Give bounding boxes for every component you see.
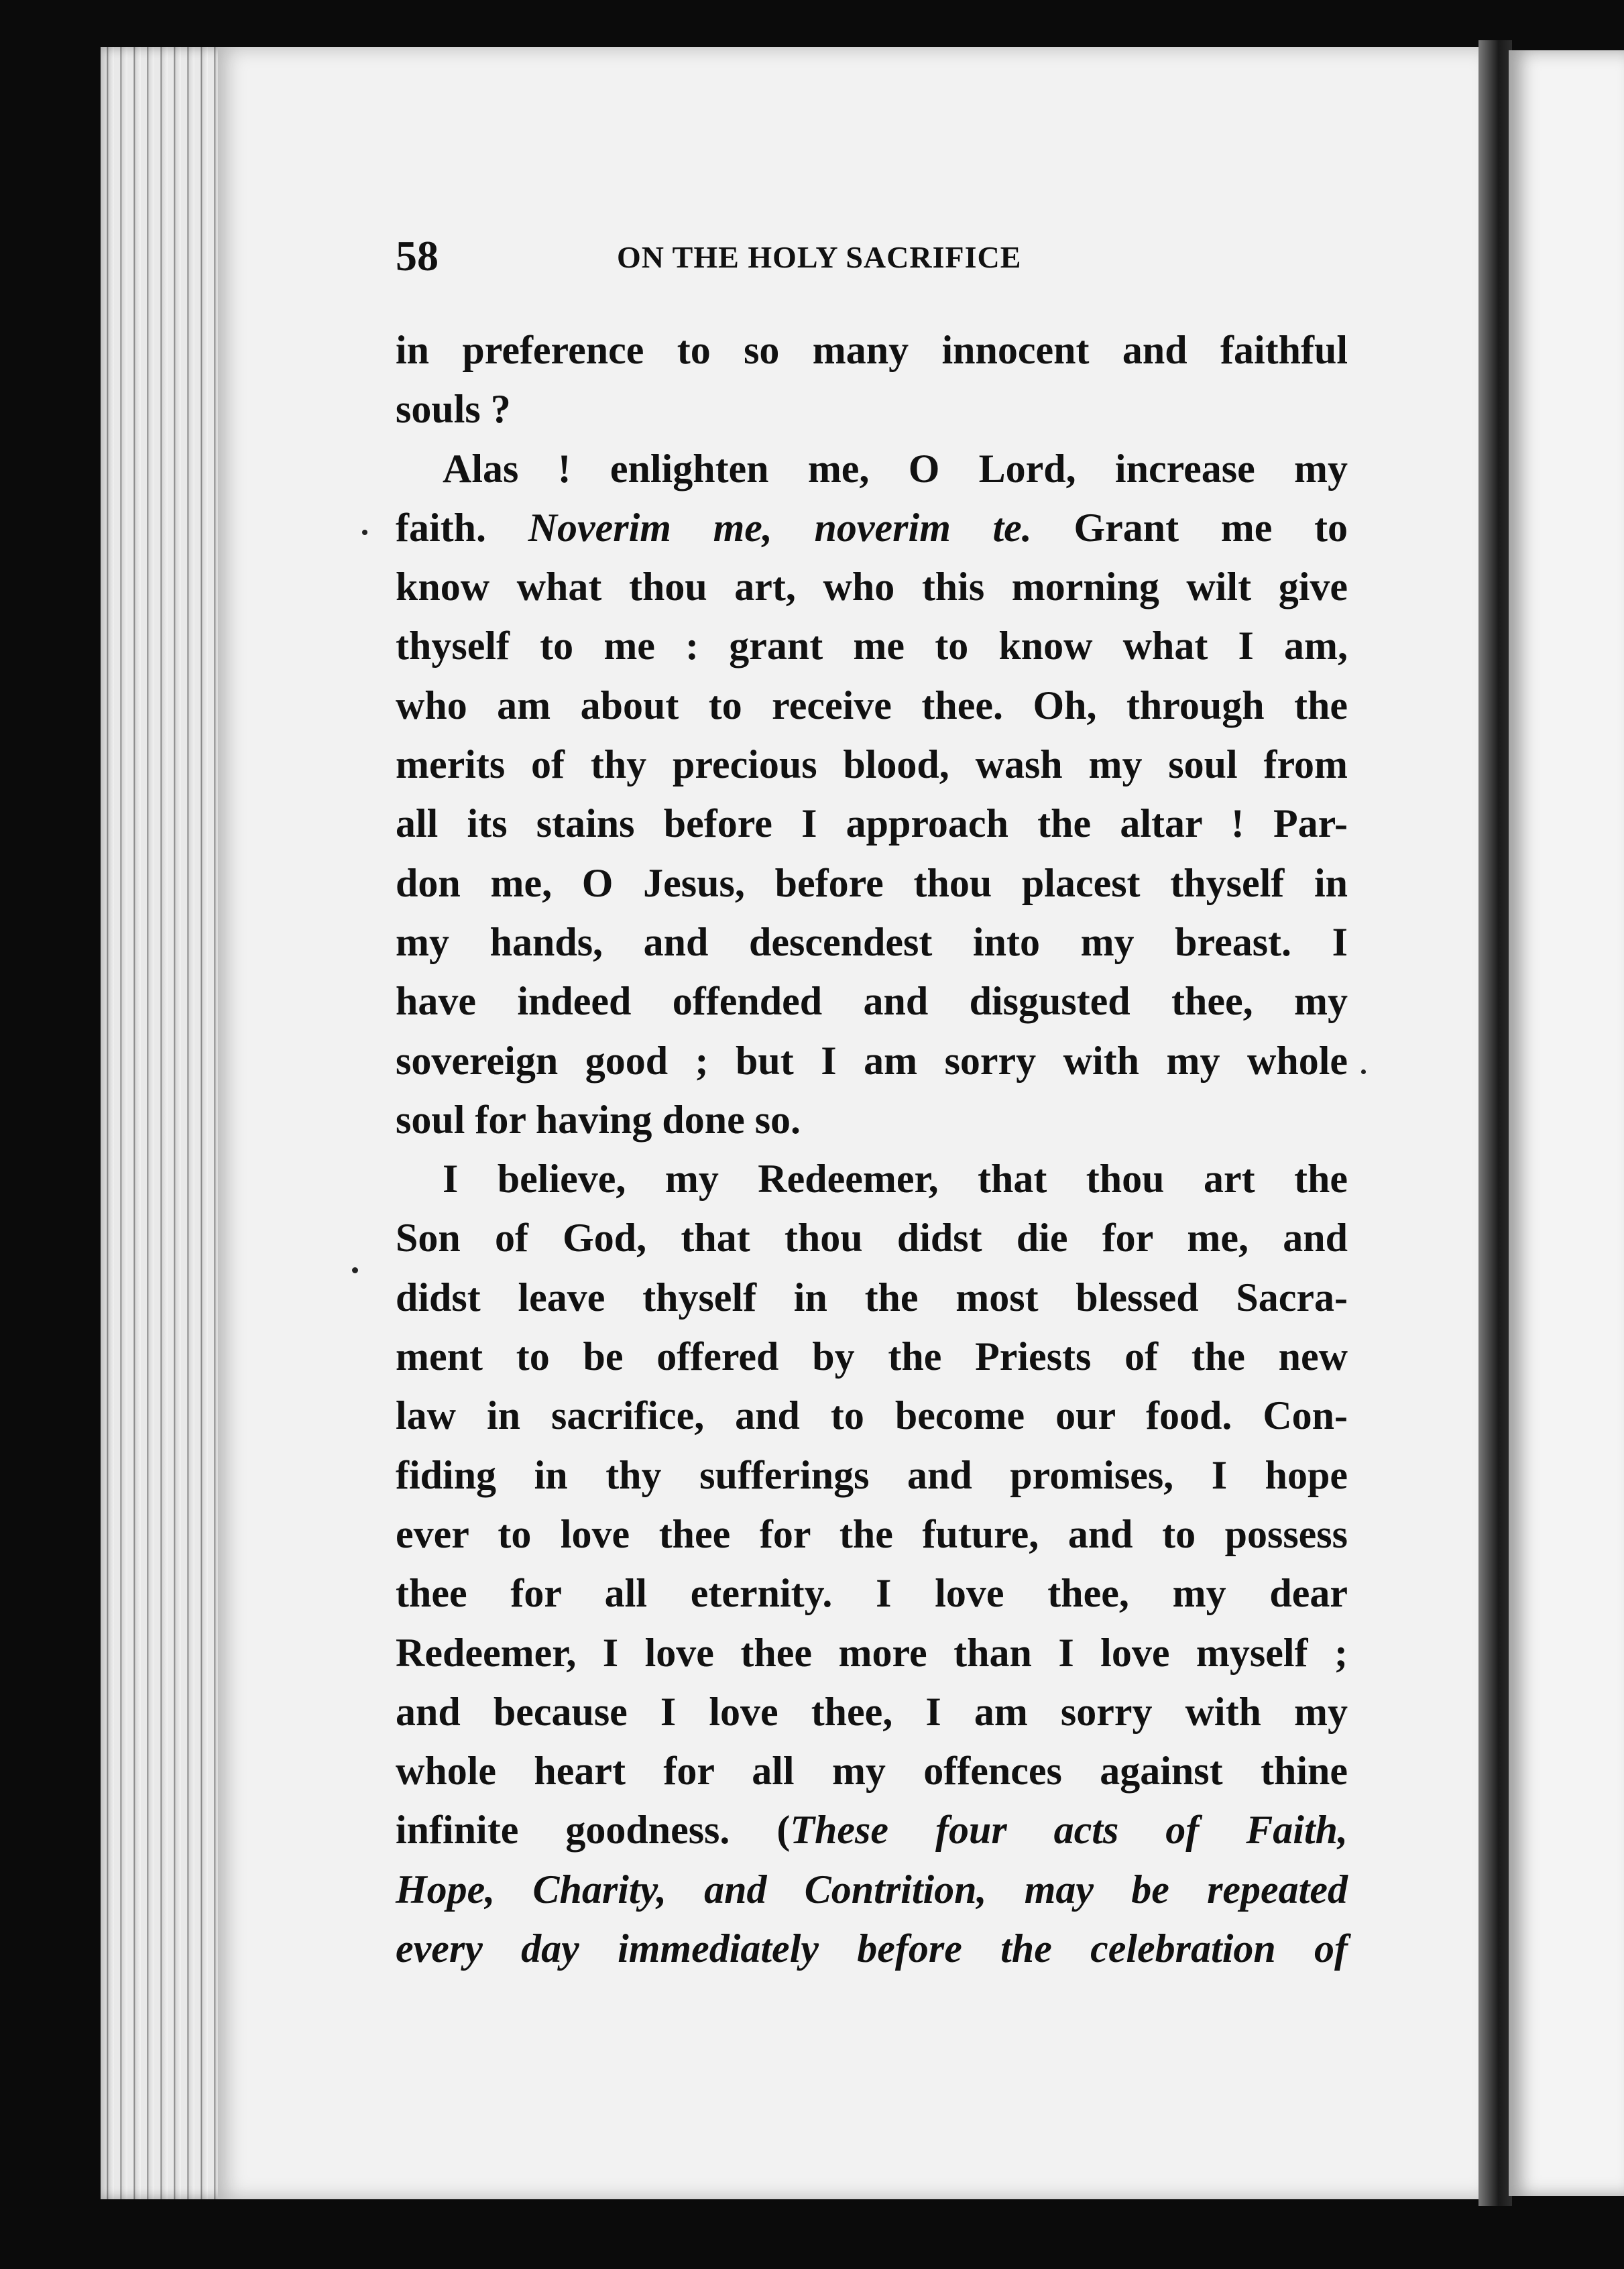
text-line: Son of God, that thou didst die for me, and [396,1216,1348,1261]
text-segment: faith. [396,505,528,550]
italic-text: every day immediately before the celebration of [396,1926,1348,1971]
page-header [396,231,1348,292]
text-line: in preference to so many innocent and faithful [396,328,1348,372]
text-line [396,1860,1348,1919]
text-line [396,1919,1348,1978]
text-line: didst leave thyself in the most blessed Sacra- [396,1275,1348,1320]
text-line: ever to love thee for the future, and to possess [396,1511,1348,1556]
italic-text: Hope, Charity, and Contrition, may be repeated [396,1867,1348,1912]
text-line: Alas ! enlighten me, O Lord, increase my [443,446,1348,491]
text-segment: Grant me to [1031,505,1348,550]
italic-text: Noverim me, noverim te. [528,505,1032,550]
page-number: 58 [396,232,439,280]
text-line: fiding in thy sufferings and promises, I hope [396,1452,1348,1497]
text-line: souls ? [396,387,511,432]
scan-speck [1361,1069,1366,1074]
text-line: ment to be offered by the Priests of the new [396,1334,1348,1379]
text-line: don me, O Jesus, before thou placest thyself in [396,860,1348,905]
text-line: my hands, and descendest into my breast. I [396,919,1348,964]
text-line: soul for having done so. [396,1097,801,1142]
text-line: Redeemer, I love thee more than I love myself ; [396,1630,1348,1675]
scan-speck [352,1267,358,1273]
text-line: and because I love thee, I am sorry with my [396,1689,1348,1734]
text-line [396,498,1348,557]
text-line: have indeed offended and disgusted thee, my [396,979,1348,1024]
text-line: I believe, my Redeemer, that thou art the [443,1157,1348,1202]
text-line: merits of thy precious blood, wash my soul from [396,742,1348,787]
gutter-shadow [1478,40,1512,2206]
text-line: thyself to me : grant me to know what I am, [396,624,1348,668]
text-line: thee for all eternity. I love thee, my dear [396,1571,1348,1616]
text-line: whole heart for all my offences against thine [396,1749,1348,1794]
body-text [396,321,1348,1978]
text-segment: infinite goodness. ( [396,1808,791,1853]
text-line: law in sacrifice, and to become our food. Con- [396,1393,1348,1438]
text-line: who am about to receive thee. Oh, through the [396,683,1348,728]
text-line: sovereign good ; but I am sorry with my whole [396,1038,1348,1083]
running-head: ON THE HOLY SACRIFICE [617,240,1022,274]
text-line: all its stains before I approach the altar ! Par- [396,801,1348,846]
scan-speck [362,530,367,535]
text-line [396,1800,1348,1859]
page-edges [101,47,228,2199]
next-page-edge [1509,50,1624,2196]
italic-text: These four acts of Faith, [790,1808,1348,1853]
text-line: know what thou art, who this morning wilt give [396,565,1348,609]
